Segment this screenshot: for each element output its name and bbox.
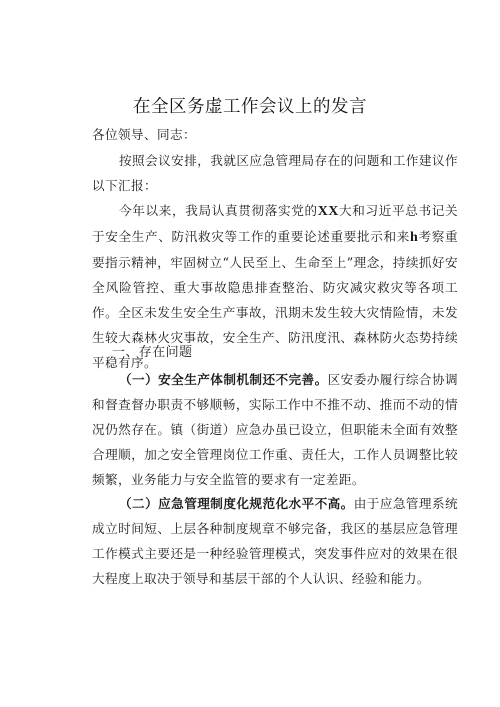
overview-text-3: 考察重要指示精神，牢固树立“人民至上、生命至上”理念，持续抓好安全风险管控、重大事故隐患排查整治、防灾减灾救灾等各项工作。全区未发生安全生产事故，汛期未发生较大灾情险情，未发生较大森林火灾事故，安全生产、防汛度汛、森林防火态势持续平稳有序。 bbox=[92, 229, 458, 370]
document-title: 在全区务虚工作会议上的发言 bbox=[133, 97, 367, 117]
intro-paragraph: 按照会议安排，我就区应急管理局存在的问题和工作建议作以下汇报： bbox=[92, 153, 458, 193]
overview-h: h bbox=[410, 230, 419, 245]
problem-item-2-body: 由于应急管理系统成立时间短、上层各种制度规章不够完备，我区的基层应急管理工作模式主要还是一种经验管理模式，突发事件应对的效果在很大程度上取决于领导和基层干部的个人认识、经验和能力。 bbox=[92, 496, 459, 586]
problem-item-1-lead: （一）安全生产体制机制还不完善。 bbox=[119, 372, 328, 387]
problem-item-2 bbox=[92, 491, 458, 591]
problem-item-1 bbox=[92, 367, 458, 492]
overview-text-1: 今年以来，我局认真贯彻落实党的 bbox=[119, 203, 318, 218]
overview-xx: XX bbox=[317, 204, 339, 219]
problem-item-2-lead: （二）应急管理制度化规范化水平不高。 bbox=[119, 496, 354, 511]
section-heading-problems: 一、存在问题 bbox=[112, 345, 193, 360]
problem-item-1-body: 区安委办履行综合协调和督查督办职责不够顺畅，实际工作中不推不动、推而不动的情况仍然存在。镇（街道）应急办虽已设立，但职能未全面有效整合理顺，加之安全管理岗位工作重、责任大，工作人员调整比较频繁，业务能力与安全监管的要求有一定差距。 bbox=[92, 372, 458, 487]
salutation: 各位领导、同志： bbox=[92, 127, 196, 142]
overview-text-2: 大和习近平总书记关于安全生产、防汛救灾等工作的重要论述重要批示和来 bbox=[92, 203, 459, 244]
